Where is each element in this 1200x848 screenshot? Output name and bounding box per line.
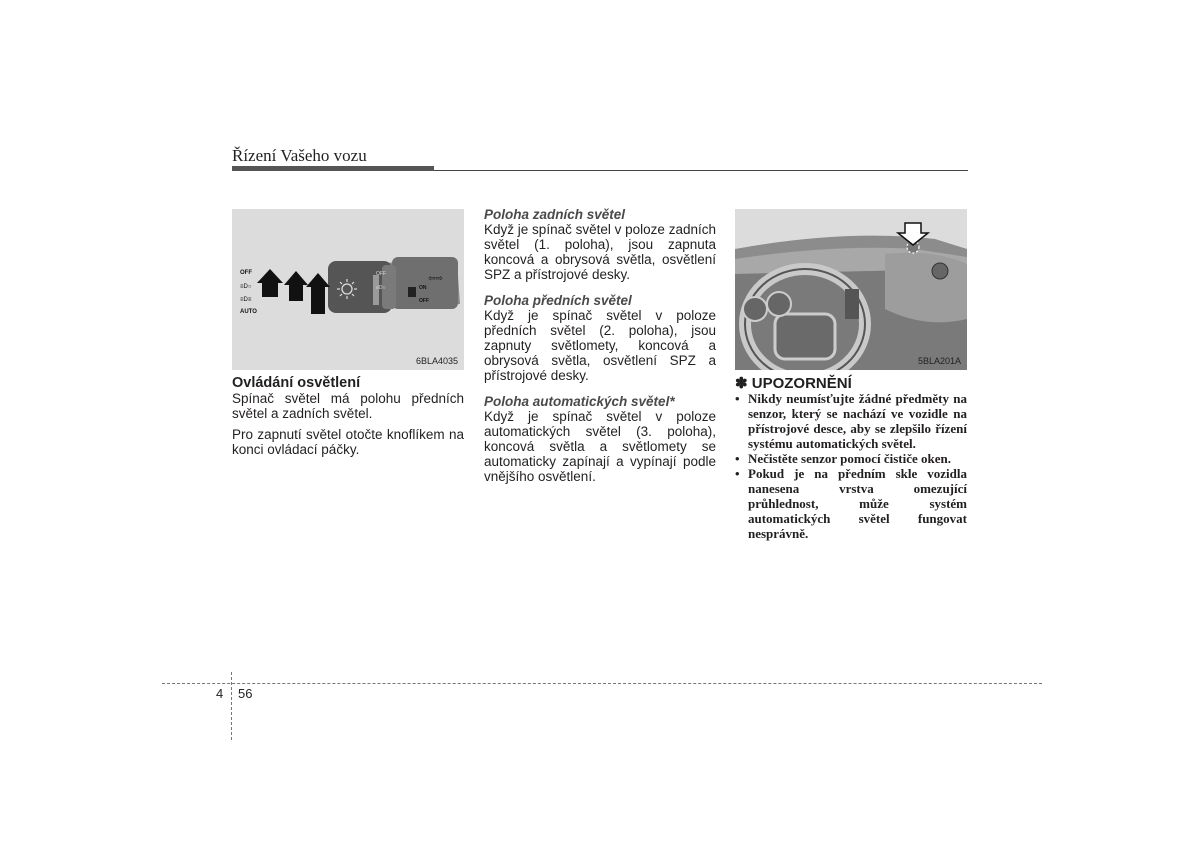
header-rule-thin bbox=[434, 170, 968, 171]
svg-text:OFF: OFF bbox=[376, 271, 386, 277]
subheading-front-lights: Poloha předních světel bbox=[484, 293, 632, 308]
list-item: • Nikdy neumísťujte žádné předměty na senzor, který se nachází ve vozidle na přístrojové desce, aby se zlepšilo řízení systému automatických světel. bbox=[735, 391, 967, 451]
figure-code: 6BLA4035 bbox=[415, 356, 458, 366]
header-rule-thick bbox=[232, 166, 434, 171]
svg-text:≡D≡: ≡D≡ bbox=[240, 297, 252, 303]
paragraph: Když je spínač světel v poloze předních světel (2. poloha), jsou zapnuty světlomety, koncová a obrysová světla, osvětlení SPZ a přístrojové desky. bbox=[484, 308, 716, 383]
footer-divider bbox=[162, 683, 1042, 684]
warning-heading bbox=[735, 376, 967, 391]
warning-box bbox=[735, 376, 967, 541]
light-switch-illustration bbox=[232, 209, 464, 370]
column-2 bbox=[484, 207, 716, 484]
footer-vertical-divider bbox=[231, 672, 232, 740]
light-switch-figure bbox=[232, 209, 464, 370]
warning-list bbox=[735, 391, 967, 541]
switch-label-off: OFF bbox=[240, 270, 252, 276]
subheading-rear-lights: Poloha zadních světel bbox=[484, 207, 626, 222]
svg-text:⇦⇨: ⇦⇨ bbox=[428, 273, 444, 283]
list-item: • Pokud je na předním skle vozidla nanesena vrstva omezující průhlednost, může systém automatických světel fungovat nesprávně. bbox=[735, 466, 967, 541]
page-number: 56 bbox=[238, 686, 253, 701]
svg-text:≡D○: ≡D○ bbox=[240, 284, 252, 290]
chapter-number: 4 bbox=[216, 686, 224, 701]
paragraph: Když je spínač světel v poloze zadních světel (1. poloha), jsou zapnuta koncová a obrysová světla, osvětlení SPZ a přístrojové desky. bbox=[484, 222, 716, 282]
figure-code-right: 5BLA201A bbox=[917, 356, 961, 366]
list-item: • Nečistěte senzor pomocí čističe oken. bbox=[735, 451, 952, 466]
paragraph: Spínač světel má polohu předních světel a zadních světel. bbox=[232, 391, 464, 421]
switch-label-auto: AUTO bbox=[240, 309, 257, 315]
subheading-auto-lights: Poloha automatických světel* bbox=[484, 394, 675, 409]
dashboard-sensor-figure bbox=[735, 209, 967, 370]
svg-text:≡D○: ≡D○ bbox=[376, 285, 386, 291]
warning-symbol-icon: ✽ bbox=[735, 375, 748, 392]
section-heading-lighting: Ovládání osvětlení bbox=[232, 375, 361, 391]
paragraph: Pro zapnutí světel otočte knoflíkem na konci ovládací páčky. bbox=[232, 427, 464, 457]
warning-title: UPOZORNĚNÍ bbox=[751, 375, 852, 392]
switch-label-on: ON bbox=[419, 285, 427, 291]
switch-label-off-2: OFF bbox=[419, 298, 429, 304]
dashboard-illustration bbox=[735, 209, 967, 370]
column-1 bbox=[232, 376, 464, 463]
paragraph: Když je spínač světel v poloze automatických světel (3. poloha), koncová světla a světlomety se automaticky zapínají a vypínají podle vnějšího osvětlení. bbox=[484, 409, 716, 484]
page-header-title: Řízení Vašeho vozu bbox=[232, 146, 367, 165]
